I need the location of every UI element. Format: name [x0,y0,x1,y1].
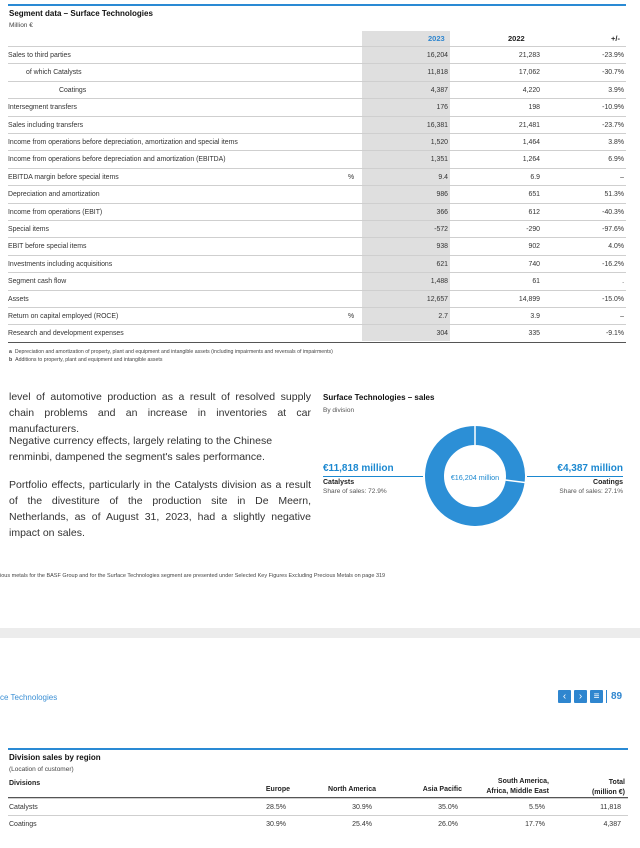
row-label: Investments including acquisitions [8,260,113,268]
value-change: 4.0% [608,243,624,251]
table-row [8,98,626,117]
row-label: Special items [8,226,49,233]
value-change: -40.3% [602,208,624,216]
catalysts-label: Catalysts [323,479,355,486]
catalysts-leader-line [323,476,423,477]
value-change: -30.7% [602,69,624,77]
value-2022: 14,899 [518,295,540,303]
region-table-title: Division sales by region [9,753,101,762]
row-label: Assets [8,295,29,303]
value-change: – [620,173,624,181]
value-2023: 1,351 [430,156,448,164]
division-name: Coatings [9,821,37,828]
paragraph-portfolio: Portfolio effects, particularly in the Catalysts division as a result of the divestiture of the production site in De Meern, Netherlands, as of August 31, 2023, had a slightly negative impact on sales. [9,479,311,539]
value-change: -97.6% [602,226,624,233]
row-unit: % [348,313,355,320]
row-label: Intersegment transfers [8,104,77,112]
row-label: Sales to third parties [8,52,71,59]
row-label: Return on capital employed (ROCE) [8,313,119,320]
row-label: Income from operations before depreciation and amortization (EBITDA) [8,156,226,164]
header-asia-pacific: Asia Pacific [422,786,462,793]
value-2022: 1,464 [522,139,540,146]
division-name: Catalysts [9,804,38,811]
table-row [8,185,626,204]
coatings-leader-line [527,476,623,477]
chart-subtitle: By division [323,407,355,414]
table-row [8,815,628,833]
row-label: of which Catalysts [26,69,82,77]
value-2023: 2.7 [438,313,448,320]
row-label: Income from operations before depreciation, amortization and special items [8,139,238,146]
header-change: +/- [611,34,620,43]
value-2022: 198 [528,104,540,112]
value-change: -15.0% [602,295,624,303]
value-change: -23.7% [602,121,624,129]
value-2023: 176 [436,104,448,112]
table-row [8,255,626,274]
samea-share: 17.7% [525,821,545,828]
chart-title: Surface Technologies – sales [323,393,435,402]
row-label: Income from operations (EBIT) [8,208,103,216]
value-2023: 1,520 [430,139,448,146]
page-break-divider [0,628,640,638]
value-change: 3.9% [608,86,624,94]
value-change: -23.9% [602,52,624,59]
europe-share: 28.5% [266,804,286,811]
value-change: -10.9% [602,104,624,112]
segment-table-unit: Million € [9,22,33,29]
value-change: 51.3% [604,191,624,199]
north-america-share: 30.9% [352,804,372,811]
value-change: . [622,278,624,286]
next-page-button[interactable] [574,690,587,703]
value-2022: 61 [532,278,540,286]
header-europe: Europe [265,786,290,793]
north-america-share: 25.4% [352,821,372,828]
catalysts-share: Share of sales: 72.9% [323,488,387,495]
row-label: Depreciation and amortization [8,191,100,199]
value-2022: 651 [528,191,540,199]
paragraph-automotive: level of automotive production as a result of resolved supply chain problems and an increase in inventories at car manufacturers. [9,391,311,435]
donut-center-label: €16,204 million [450,473,500,482]
breadcrumb[interactable]: ce Technologies [0,693,58,702]
region-table-unit: (Location of customer) [9,766,74,773]
row-label: Segment cash flow [8,278,67,286]
header-samea: South America, Africa, Middle East [486,778,549,795]
value-2022: 3.9 [530,313,540,320]
top-rule [8,4,626,6]
value-2023: -572 [434,226,448,233]
table-bottom-rule [8,342,626,343]
value-2022: 902 [528,243,540,251]
value-2022: 21,481 [518,121,540,129]
value-2022: 612 [528,208,540,216]
header-total: Total (million €) [591,779,625,796]
contents-button[interactable] [590,690,603,703]
value-2022: 1,264 [522,156,540,164]
paragraph-currency: Negative currency effects, largely relating to the Chinese renminbi, dampened the segment's sales performance. [9,435,273,463]
value-2022: 335 [528,330,540,338]
table-row [8,46,626,65]
europe-share: 30.9% [266,821,286,828]
table-row [8,324,626,343]
prev-page-button[interactable] [558,690,571,703]
menu-icon: ≡ [593,691,600,702]
coatings-sales-value: €4,387 million [557,463,623,474]
value-2022: 740 [528,260,540,268]
row-label: Research and development expenses [8,330,124,338]
value-2022: 6.9 [530,173,540,181]
catalysts-sales-value: €11,818 million [323,463,394,474]
value-2023: 304 [436,330,448,338]
division-total: 4,387 [603,821,621,828]
table-row [8,272,626,291]
value-2023: 9.4 [438,173,448,181]
header-2023: 2023 [428,34,445,43]
chevron-right-icon: › [578,691,583,702]
value-2023: 12,657 [426,295,448,303]
table-row [8,220,626,239]
value-change: – [620,313,624,320]
table-row [8,203,626,222]
value-2023: 11,818 [427,69,448,77]
row-label: EBITDA margin before special items [8,173,119,181]
table-row [8,150,626,169]
value-2023: 366 [436,208,448,216]
sales-donut-chart [425,426,525,526]
table-row [8,133,626,152]
chevron-left-icon: ‹ [562,691,567,702]
value-change: 3.8% [608,139,624,146]
value-2022: 4,220 [522,86,540,94]
value-2022: -290 [526,226,540,233]
value-2023: 1,488 [430,278,448,286]
value-change: -9.1% [605,330,624,338]
region-table-top-rule [8,748,628,750]
coatings-share: Share of sales: 27.1% [559,488,623,495]
table-row [8,168,626,187]
division-total: 11,818 [600,804,621,811]
table-row [8,307,626,326]
row-label: Coatings [59,86,87,94]
value-2023: 621 [436,260,448,268]
value-2023: 986 [436,191,448,199]
value-change: 6.9% [608,156,624,164]
header-north-america: North America [328,786,376,793]
header-divisions: Divisions [9,780,41,787]
value-2023: 938 [436,243,448,251]
row-label: EBIT before special items [8,243,87,251]
row-unit: % [348,173,355,181]
value-2022: 21,283 [518,52,540,59]
row-label: Sales including transfers [8,121,84,129]
segment-table-title: Segment data – Surface Technologies [9,9,153,18]
coatings-label: Coatings [593,479,623,486]
table-row [8,237,626,256]
samea-share: 5.5% [529,804,545,811]
value-2023: 16,204 [426,52,448,59]
value-2023: 16,381 [426,121,448,129]
header-2022: 2022 [508,34,525,43]
footnote-a: a Depreciation and amortization of property, plant and equipment and intangible assets (including impairments and reversals of impairments) [9,349,333,355]
page-number: 89 [611,691,623,702]
table-row [8,798,628,816]
footnote-b: b Additions to property, plant and equipment and intangible assets [9,357,163,363]
table-row [8,81,626,100]
value-2022: 17,062 [518,69,540,77]
value-change: -16.2% [602,260,624,268]
table-row [8,116,626,135]
table-row [8,290,626,309]
asia-pacific-share: 26.0% [438,821,458,828]
asia-pacific-share: 35.0% [438,804,458,811]
table-row [8,63,626,82]
precious-metals-note: ious metals for the BASF Group and for the Surface Technologies segment are presented under Selected Key Figures Excluding Precious Metals on page 319 [0,573,386,579]
value-2023: 4,387 [430,86,448,94]
page-number-separator [606,690,607,703]
